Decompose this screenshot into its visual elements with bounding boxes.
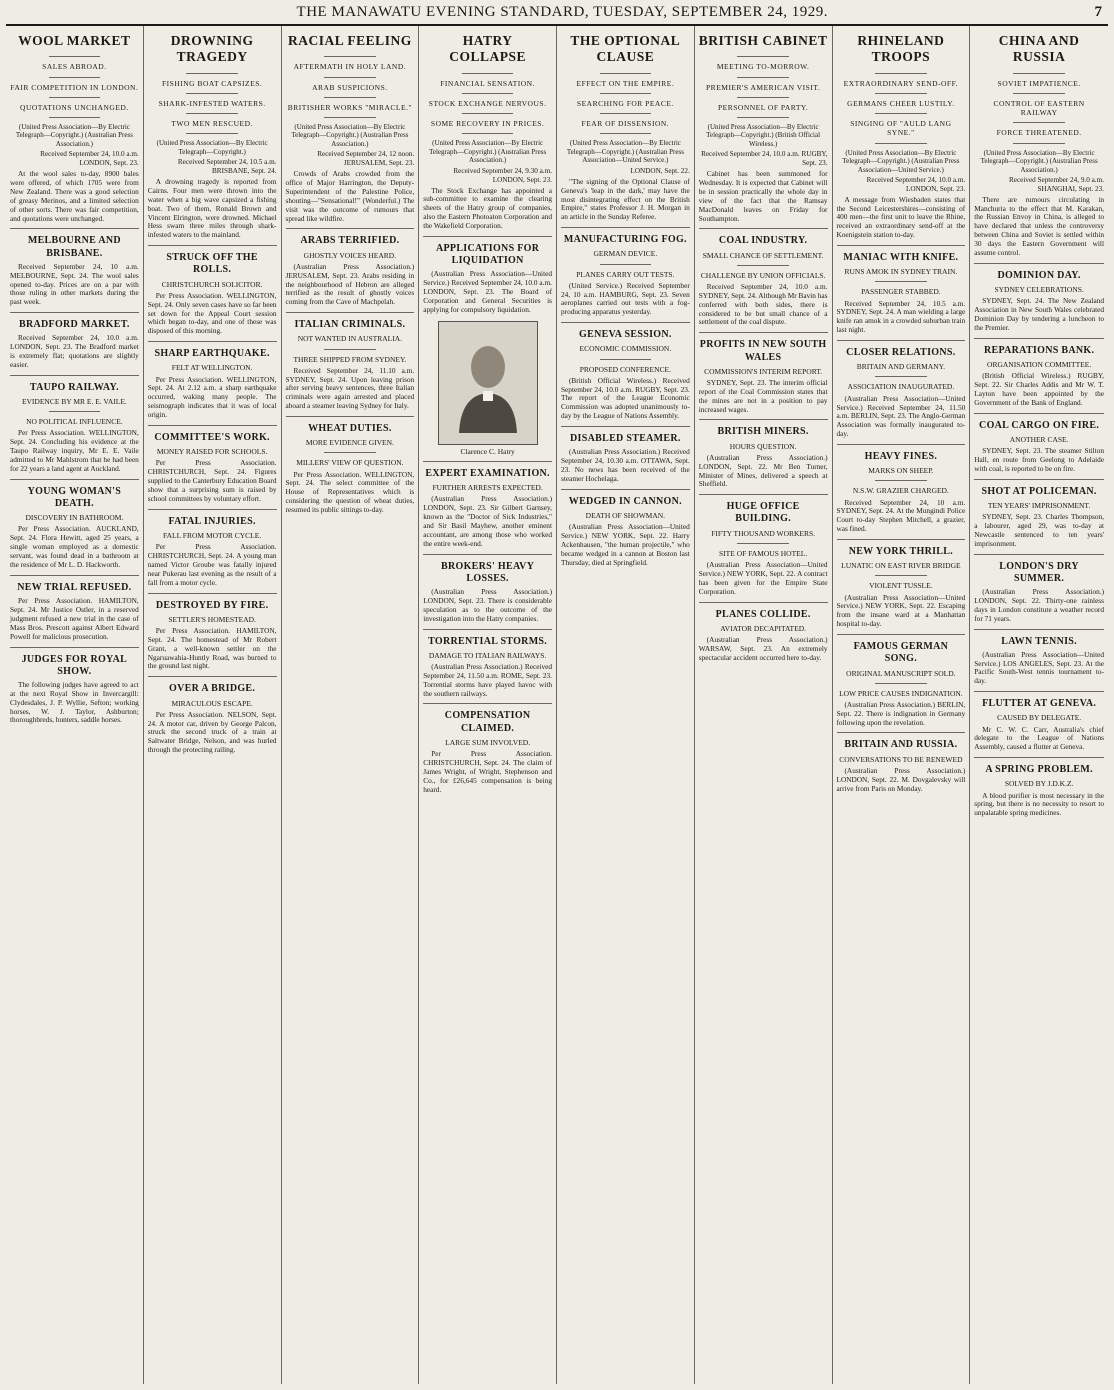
column-rule: [600, 93, 652, 94]
column-subhead: SEARCHING FOR PEACE.: [576, 99, 674, 109]
column-rule: [561, 426, 690, 427]
column-rule: [875, 73, 927, 74]
story-headline: JUDGES FOR ROYAL SHOW.: [21, 653, 128, 677]
story-body: Per Press Association. CHRISTCHURCH, Sept. 24. Figures supplied to the Canterbury Education Board show that a surprising sum is raised by school committees by voluntary effort.: [147, 458, 277, 503]
story-headline: PROFITS IN NEW SOUTH WALES: [699, 339, 827, 363]
story-body: Per Press Association. WELLINGTON, Sept. 24. Only seven cases have so far been set down for the Appeal Court session which began to-day, and one of these was disposed of this morning.: [147, 290, 277, 336]
story-body: "The signing of the Optional Clause of Geneva's 'leap in the dark,' may have the most disintegrating effect on the British Empire," states Professor J. H. Morgan in an article in the Sunday Referee.: [561, 176, 690, 222]
story-body: (British Official Wireless.) Received September 24, 10.0 a.m. RUGBY, Sept. 23. The report of the League Economic Commission was adopted unanimously to-day by the League of Nations Assembly.: [561, 375, 690, 421]
story-headline: BRITISH MINERS.: [717, 426, 809, 438]
story-body: Per Press Association. WELLINGTON, Sept. 24. At 2.12 a.m. a sharp earthquake occurred, waking many people. The seismograph indicates that it was of local origin.: [147, 374, 277, 420]
column-rule: [737, 56, 789, 57]
story-body: (Australian Press Association—United Service.) Received September 24, 11.50 a.m. BERLIN, Sept. 23. The Anglo-German Association was formally inaugurated to-day.: [836, 393, 966, 439]
column-rule: [875, 113, 927, 114]
news-column: [970, 26, 1108, 1384]
news-column: [419, 26, 557, 1384]
column-rule: [10, 312, 139, 313]
column-rule: [875, 683, 927, 684]
column-rule: [737, 543, 789, 544]
story-subhead: SOLVED BY J.D.K.Z.: [1004, 779, 1074, 789]
story-headline: BRITAIN AND RUSSIA.: [844, 739, 958, 751]
story-headline: A SPRING PROBLEM.: [985, 764, 1093, 776]
story-body: (Australian Press Association.) LONDON, Sept. 22. M. Dovgalevsky will arrive from Paris on Monday.: [836, 765, 966, 793]
story-subhead: FURTHER ARRESTS EXPECTED.: [432, 483, 543, 493]
story-headline: CLOSER RELATIONS.: [846, 347, 956, 359]
story-body: (United Service.) Received September 24, 10 a.m. HAMBURG, Sept. 23. Seven aeroplanes carried out tests with a fog-producing apparatus yesterday.: [561, 280, 690, 317]
column-rule: [148, 341, 277, 342]
story-body: (Australian Press Association.) JERUSALEM, Sept. 23. Arabs residing in the neighbourhood of Hebron are alleged terrified as the result of ghostly voices coming from the Cave of Machpelah.: [285, 261, 415, 307]
column-rule: [875, 480, 927, 481]
story-subhead: ANOTHER CASE.: [1009, 434, 1069, 444]
story-body: SYDNEY, Sept. 24. The New Zealand Association in New South Wales celebrated Dominion Day by tendering a luncheon to the Premier.: [974, 296, 1104, 332]
story-body: SYDNEY, Sept. 23. The steamer Stilton Hall, en route from Geelong to Adelaide with coal, is reported to be on fire.: [974, 446, 1104, 473]
story-headline: DOMINION DAY.: [997, 269, 1081, 281]
story-headline: NEW YORK THRILL.: [848, 546, 954, 558]
story-headline: DESTROYED BY FIRE.: [155, 599, 269, 611]
column-rule: [1013, 143, 1065, 144]
column-rule: [1013, 73, 1065, 74]
story-subhead: LOW PRICE CAUSES INDIGNATION.: [839, 688, 963, 698]
story-subhead: CHRISTCHURCH SOLICITOR.: [161, 279, 263, 289]
story-subhead: BRITAIN AND GERMANY.: [856, 362, 945, 372]
column-rule: [10, 479, 139, 480]
story-headline: BRADFORD MARKET.: [19, 319, 130, 331]
column-rule: [148, 509, 277, 510]
story-headline: SHARP EARTHQUAKE.: [154, 348, 270, 360]
column-rule: [462, 113, 514, 114]
column-rule: [837, 732, 966, 733]
column-rule: [423, 236, 552, 237]
story-body: (Australian Press Association.) LONDON, Sept. 22. Thirty-one rainless days in London constitute a weather record for 71 years.: [974, 586, 1104, 623]
column-headline: BRITISH CABINET: [698, 33, 828, 48]
press-credit: (United Press Association—By Electric Telegraph—Copyright.) (Australian Press Association.): [429, 139, 547, 165]
column-subhead: GERMANS CHEER LUSTILY.: [847, 99, 955, 109]
column-rule: [737, 265, 789, 266]
news-column: [833, 26, 971, 1384]
column-rule: [286, 416, 415, 417]
story-subhead: MARKS ON SHEEP.: [868, 466, 934, 476]
story-subhead: MILLERS' VIEW OF QUESTION.: [296, 458, 404, 468]
column-rule: [875, 93, 927, 94]
story-body: Cabinet has been summoned for Wednesday. It is expected that Cabinet will be in session practically the whole day in view of the fact that the Ramsay MacDonald leaves on Friday for Southampton.: [698, 169, 828, 223]
story-headline: YOUNG WOMAN'S DEATH.: [27, 485, 122, 510]
story-body: (Australian Press Association.) LONDON, Sept. 22. Mr Ben Turner, Minister of Mines, delivered a speech at Sheffield.: [698, 452, 828, 489]
story-subhead: NO POLITICAL INFLUENCE.: [26, 417, 123, 427]
column-rule: [600, 264, 652, 265]
column-rule: [974, 691, 1104, 692]
story-body: Per Press Association. WELLINGTON, Sept. 24. Concluding his evidence at the Taupo Railway inquiry, Mr E. E. Vaile admitted to Mr Mahlstrom that he had been for 22 years a land agent at Auckland.: [10, 428, 139, 473]
column-rule: [324, 452, 376, 453]
story-headline: MELBOURNE AND BRISBANE.: [27, 235, 121, 259]
masthead: [6, 4, 1108, 26]
news-column: [144, 26, 282, 1384]
portrait-figure-icon: [453, 333, 523, 433]
column-rule: [561, 227, 690, 228]
story-subhead: THREE SHIPPED FROM SYDNEY.: [293, 354, 407, 364]
story-body: (Australian Press Association.) Received September 24, 11.50 a.m. ROME, Sept. 23. Torrential storms have played havoc with the southern railways.: [423, 661, 552, 698]
column-rule: [600, 359, 652, 360]
story-headline: GENEVA SESSION.: [579, 329, 672, 341]
story-subhead: GERMAN DEVICE.: [593, 249, 658, 259]
column-rule: [49, 77, 101, 78]
story-headline: EXPERT EXAMINATION.: [425, 467, 550, 479]
story-body: Received September 24, 11.10 a.m. SYDNEY, Sept. 24. Upon leaving prison after serving heavy sentences, three Italian criminals were again arrested and placed aboard a steamer leaving Sydney for Italy.: [285, 365, 415, 411]
story-subhead: MIRACULOUS ESCAPE.: [171, 698, 253, 708]
press-credit: (United Press Association—By Electric Telegraph—Copyright.) (British Official Wireless.): [706, 122, 821, 148]
story-subhead: ECONOMIC COMMISSION.: [579, 344, 672, 354]
story-headline: HEAVY FINES.: [864, 451, 938, 463]
column-rule: [699, 419, 828, 420]
dateline: Received September 24, 10.0 a.m. RUGBY, Sept. 23.: [701, 150, 828, 168]
story-subhead: ASSOCIATION INAUGURATED.: [847, 382, 955, 392]
story-subhead: EVIDENCE BY MR E. E. VAILE.: [21, 397, 127, 407]
column-headline: THE OPTIONAL CLAUSE: [570, 33, 681, 65]
story-subhead: CHALLENGE BY UNION OFFICIALS.: [700, 270, 826, 280]
column-rule: [49, 117, 101, 118]
story-body: A drowning tragedy is reported from Cairns. Four men were thrown into the water when a big wave capsized a fishing boat. Two of them, Ronald Brown and Vincent Elrington, were drowned. Michael Hess swam three miles through shark-infested waters to the mainland.: [147, 176, 277, 240]
portrait-caption: Clarence C. Hatry: [460, 446, 515, 456]
story-body: Per Press Association. HAMILTON, Sept. 24. The homestead of Mr Robert Grant, a well-known settler on the Ngaruawahia-Huntly Road, was burned to the ground last night.: [147, 625, 277, 671]
column-rule: [737, 77, 789, 78]
column-subhead: SOME RECOVERY IN PRICES.: [430, 119, 545, 129]
story-subhead: MORE EVIDENCE GIVEN.: [305, 438, 394, 448]
column-rule: [324, 56, 376, 57]
dateline: Received September 24, 10.0 a.m. LONDON, Sept. 23.: [866, 176, 966, 193]
column-rule: [324, 117, 376, 118]
column-subhead: ARAB SUSPICIONS.: [312, 82, 388, 92]
column-rule: [423, 461, 552, 462]
portrait-photo: [438, 321, 538, 445]
column-rule: [49, 411, 101, 412]
story-subhead: SYDNEY CELEBRATIONS.: [994, 285, 1084, 295]
story-headline: LAWN TENNIS.: [1001, 635, 1077, 647]
column-rule: [837, 634, 966, 635]
column-rule: [10, 647, 139, 648]
story-body: The following judges have agreed to act at the next Royal Show in Invercargill: Clydesdales, J. P. Wyllie, Sefton; working horses, W. J. Taylor, Ashburton; thoroughbreds, hunters, saddle horses.: [10, 679, 139, 725]
column-rule: [324, 349, 376, 350]
story-subhead: SMALL CHANCE OF SETTLEMENT.: [702, 250, 824, 260]
story-headline: COAL CARGO ON FIRE.: [979, 419, 1100, 431]
column-subhead: PREMIER'S AMERICAN VISIT.: [706, 82, 821, 92]
column-rule: [875, 281, 927, 282]
column-rule: [699, 602, 828, 603]
story-headline: SHOT AT POLICEMAN.: [981, 485, 1097, 497]
dateline: Received September 24, 12 noon. JERUSALEM, Sept. 23.: [317, 150, 415, 168]
story-headline: LONDON'S DRY SUMMER.: [999, 560, 1079, 584]
column-rule: [49, 56, 101, 57]
story-body: (Australian Press Association—United Service.) LOS ANGELES, Sept. 23. At the Pacific South-West tennis tournament to-day.: [974, 649, 1104, 686]
story-headline: WHEAT DUTIES.: [308, 423, 392, 435]
story-headline: APPLICATIONS FOR LIQUIDATION: [436, 242, 540, 267]
column-rule: [1013, 122, 1065, 123]
story-subhead: NOT WANTED IN AUSTRALIA.: [297, 334, 403, 344]
story-subhead: AVIATOR DECAPITATED.: [720, 623, 807, 633]
column-rule: [837, 444, 966, 445]
story-body: Mr C. W. C. Carr, Australia's chief delegate to the League of Nations Assembly, caused a flutter at Geneva.: [974, 724, 1104, 752]
column-rule: [737, 97, 789, 98]
column-headline: CHINA AND RUSSIA: [998, 33, 1080, 65]
story-subhead: MONEY RAISED FOR SCHOOLS.: [156, 447, 268, 457]
story-body: (Australian Press Association—United Service.) Received September 24, 10.0 a.m. LONDON, Sept. 23. The Board of Corporation and General Securities is applying for compulsory liquidation.: [423, 269, 552, 314]
column-subhead: FORCE THREATENED.: [996, 128, 1082, 138]
column-subhead: SALES ABROAD.: [42, 62, 107, 72]
column-headline: DROWNING TRAGEDY: [170, 33, 254, 65]
story-body: Received September 24, 10 a.m. MELBOURNE, Sept. 24. The wool sales opened to-day. Prices are on a par with those ruling in other markets during the past week.: [10, 261, 139, 307]
story-body: SYDNEY, Sept. 23. The interim official report of the Coal Commission states that the mines are not in a position to pay increased wages.: [698, 377, 828, 414]
story-headline: FLUTTER AT GENEVA.: [982, 698, 1097, 710]
story-subhead: HOURS QUESTION.: [729, 441, 797, 451]
column-rule: [49, 97, 101, 98]
dateline: Received September 24, 10.5 a.m. BRISBANE, Sept. 24.: [177, 158, 277, 176]
story-subhead: N.S.W. GRAZIER CHARGED.: [852, 486, 949, 496]
story-headline: MANUFACTURING FOG.: [563, 234, 687, 246]
column-subhead: BRITISHER WORKS "MIRACLE.": [287, 102, 412, 112]
press-credit: (United Press Association—By Electric Telegraph—Copyright.) (Australian Press Association—United Service.): [566, 139, 684, 165]
story-headline: FATAL INJURIES.: [168, 515, 256, 527]
press-credit: (United Press Association—By Electric Telegraph—Copyright.) (Australian Press Association.): [980, 148, 1098, 174]
story-subhead: ORGANISATION COMMITTEE.: [987, 359, 1092, 369]
column-rule: [1013, 93, 1065, 94]
column-rule: [699, 228, 828, 229]
column-rule: [186, 113, 238, 114]
column-subhead: MEETING TO-MORROW.: [716, 62, 810, 72]
story-subhead: COMMISSION'S INTERIM REPORT.: [704, 366, 823, 376]
story-subhead: PASSENGER STABBED.: [861, 287, 941, 297]
story-headline: ITALIAN CRIMINALS.: [294, 319, 406, 331]
column-subhead: SOVIET IMPATIENCE.: [997, 78, 1081, 88]
story-body: Per Press Association. CHRISTCHURCH, Sept. 24. A young man named Victor Groube was fatally injured near Pukerau last evening as the result of a fall from a motor cycle.: [147, 542, 277, 587]
news-column: [282, 26, 420, 1384]
story-headline: TAUPO RAILWAY.: [29, 381, 119, 393]
story-body: (Australian Press Association—United Service.) NEW YORK, Sept. 22. Escaping from the insane ward at a Manhattan hospital to-day.: [836, 592, 966, 629]
story-body: The Stock Exchange has appointed a sub-committee to examine the clearing sheets of the Hatry group of companies, also the Eastern Photoaton Corporation and the Wakefield Corporation.: [423, 185, 552, 231]
column-rule: [974, 757, 1104, 758]
press-credit: (United Press Association—By Electric Telegraph—Copyright.) (Australian Press Association.): [15, 122, 133, 148]
column-rule: [186, 93, 238, 94]
dateline: Received September 24, 9.30 a.m. LONDON, Sept. 23.: [453, 166, 552, 184]
story-headline: MANIAC WITH KNIFE.: [843, 252, 959, 264]
press-credit: (United Press Association—By Electric Telegraph—Copyright.): [156, 139, 268, 156]
column-headline: WOOL MARKET: [18, 33, 131, 48]
story-body: Crowds of Arabs crowded from the office of Major Harrington, the Deputy-Superintendent of the Palestine Police, shouting—"Sensational!" (Wonderful.) The visit was the outcome of rumours that spread like wildfire.: [285, 169, 415, 223]
column-rule: [837, 245, 966, 246]
column-rule: [974, 263, 1104, 264]
news-column: [557, 26, 695, 1384]
story-headline: PLANES COLLIDE.: [715, 608, 811, 620]
story-body: Per Press Association. NELSON, Sept. 24. A motor car, driven by George Palcon, struck the second truck of a train at Saltwater Bridge, Nelson, and was hurled through the protecting railing.: [147, 709, 277, 755]
story-subhead: SITE OF FAMOUS HOTEL.: [719, 548, 808, 558]
column-subhead: SINGING OF "AULD LANG SYNE.": [850, 119, 952, 138]
story-headline: STRUCK OFF THE ROLLS.: [166, 252, 258, 276]
column-rule: [974, 629, 1104, 630]
column-rule: [561, 322, 690, 323]
story-body: Per Press Association. HAMILTON, Sept. 24. Mr Justice Ostler, in a reserved judgment refused a new trial in the case of Mass Bros. Prescott against Albert Edward Powell for malicious prosecution.: [10, 596, 139, 641]
column-rule: [148, 593, 277, 594]
column-rule: [600, 133, 652, 134]
news-column: [6, 26, 144, 1384]
column-rule: [600, 113, 652, 114]
column-rule: [875, 143, 927, 144]
story-body: Received September 24, 10.0 a.m. SYDNEY, Sept. 24. Although Mr Bavin has conferred with both sides, there is considered to be but small chance of a settlement of the coal dispute.: [698, 281, 828, 327]
columns-grid: [6, 26, 1108, 1384]
column-rule: [286, 228, 415, 229]
story-headline: COMPENSATION CLAIMED.: [444, 710, 531, 734]
column-subhead: PERSONNEL OF PARTY.: [717, 102, 809, 112]
column-rule: [600, 73, 652, 74]
press-credit: (United Press Association—By Electric Telegraph—Copyright.) (Australian Press Association—United Service.): [842, 148, 960, 174]
column-rule: [10, 228, 139, 229]
column-subhead: AFTERMATH IN HOLY LAND.: [293, 62, 407, 72]
dateline: Received September 24, 10.0 a.m. LONDON, Sept. 23.: [40, 150, 139, 168]
dateline: LONDON, Sept. 22.: [630, 166, 690, 175]
column-rule: [462, 93, 514, 94]
story-body: Received September 24, 10 a.m. SYDNEY, Sept. 24. At the Mungindi Police Court to-day Stephen Mitchell, a grazier, was fined.: [836, 497, 966, 534]
story-subhead: CONVERSATIONS TO BE RENEWED: [839, 754, 963, 764]
column-subhead: EXTRAORDINARY SEND-OFF.: [843, 78, 959, 88]
column-rule: [148, 676, 277, 677]
column-rule: [561, 489, 690, 490]
column-subhead: FISHING BOAT CAPSIZES.: [161, 78, 263, 88]
story-body: At the wool sales to-day, 8900 bales were offered, of which 1705 were from New Zealand. There was a good selection of greasy Merinos, and a limited selection of other sorts. There was fair competition, and quotations were unchanged.: [10, 169, 139, 223]
story-headline: REPARATIONS BANK.: [983, 344, 1095, 356]
column-rule: [737, 117, 789, 118]
column-rule: [186, 133, 238, 134]
story-body: (Australian Press Association—United Service.) NEW YORK, Sept. 22. A contract has been given for the Empire State Corporation.: [698, 559, 828, 596]
column-subhead: FAIR COMPETITION IN LONDON.: [10, 82, 139, 92]
column-subhead: EFFECT ON THE EMPIRE.: [576, 78, 675, 88]
story-body: Per Press Association. AUCKLAND, Sept. 24. Flora Hewitt, aged 25 years, a single woman employed as a domestic servant, was found dead in a bathroom at the residence of Mr L. D. Hackworth.: [10, 524, 139, 569]
story-subhead: DAMAGE TO ITALIAN RAILWAYS.: [428, 650, 547, 660]
story-body: There are rumours circulating in Manchuria to the effect that M. Karakan, the Russian Envoy in China, is alleged to have declared that unless the controversy between China and Soviet is settled within 30 days the Eastern Government will assume control.: [974, 194, 1104, 257]
column-rule: [974, 479, 1104, 480]
column-headline: RHINELAND TROOPS: [857, 33, 945, 65]
column-rule: [148, 425, 277, 426]
column-rule: [286, 312, 415, 313]
story-headline: ARABS TERRIFIED.: [300, 235, 400, 247]
column-rule: [837, 539, 966, 540]
story-subhead: TEN YEARS' IMPRISONMENT.: [987, 500, 1091, 510]
story-headline: OVER A BRIDGE.: [169, 683, 256, 695]
column-rule: [974, 338, 1104, 339]
press-credit: (United Press Association—By Electric Telegraph—Copyright.) (Australian Press Association.): [291, 122, 409, 148]
story-body: Per Press Association. CHRISTCHURCH, Sept. 24. The claim of James Wright, of Wright, Stephenson and Co., for £26,645 compensation is being heard.: [423, 748, 552, 794]
dateline: Received September 24, 9.0 a.m. SHANGHAI, Sept. 23.: [1008, 176, 1104, 193]
story-headline: TORRENTIAL STORMS.: [428, 635, 548, 647]
column-rule: [324, 77, 376, 78]
story-subhead: CAUSED BY DELEGATE.: [997, 713, 1082, 723]
story-headline: DISABLED STEAMER.: [570, 433, 681, 445]
column-subhead: FEAR OF DISSENSION.: [581, 119, 670, 129]
story-body: Received September 24, 10.0 a.m. LONDON, Sept. 23. The Bradford market is extremely flat; quotations are slightly easier.: [10, 333, 139, 370]
story-subhead: LUNATIC ON EAST RIVER BRIDGE: [841, 561, 961, 571]
column-subhead: TWO MEN RESCUED.: [171, 119, 253, 129]
column-rule: [10, 575, 139, 576]
column-rule: [423, 703, 552, 704]
story-body: (Australian Press Association.) LONDON, Sept. 23. Sir Gilbert Garnsey, known as the "Doctor of Sick Industries," and Sir Basil Mayhew, another eminent accountant, are among those who worked the entire week-end.: [423, 494, 552, 548]
story-subhead: VIOLENT TUSSLE.: [869, 581, 933, 591]
story-headline: COMMITTEE'S WORK.: [154, 431, 270, 443]
story-headline: NEW TRIAL REFUSED.: [17, 581, 132, 593]
column-rule: [699, 494, 828, 495]
column-rule: [186, 73, 238, 74]
story-body: (British Official Wireless.) RUGBY, Sept. 22. Sir Charles Addis and Mr W. T. Layton have been appointed by the Government of the Bank of England.: [974, 371, 1104, 407]
story-headline: HUGE OFFICE BUILDING.: [726, 501, 800, 525]
story-headline: BROKERS' HEAVY LOSSES.: [441, 560, 535, 584]
column-rule: [423, 629, 552, 630]
story-subhead: LARGE SUM INVOLVED.: [445, 737, 531, 747]
story-subhead: ORIGINAL MANUSCRIPT SOLD.: [846, 668, 956, 678]
story-body: (Australian Press Association.) LONDON, Sept. 23. There is considerable speculation as to the outcome of the investigation into the Hatry companies.: [423, 586, 552, 623]
column-rule: [10, 375, 139, 376]
column-rule: [423, 554, 552, 555]
story-subhead: DEATH OF SHOWMAN.: [585, 511, 666, 521]
story-subhead: GHOSTLY VOICES HEARD.: [303, 250, 397, 260]
column-rule: [699, 332, 828, 333]
column-rule: [462, 73, 514, 74]
story-headline: FAMOUS GERMAN SONG.: [853, 641, 949, 665]
column-rule: [837, 340, 966, 341]
column-subhead: QUOTATIONS UNCHANGED.: [20, 102, 129, 112]
story-body: A message from Wiesbaden states that the Second Leicestershires—consisting of 400 men—the first unit to leave the Rhine, received an extraordinary send-off at the Koenigstein station to-day.: [836, 194, 966, 240]
story-body: A blood purifier is most necessary in the spring, but there is no necessity to resort to unpalatable spring medicines.: [974, 790, 1104, 818]
story-subhead: PROPOSED CONFERENCE.: [579, 364, 672, 374]
column-rule: [974, 413, 1104, 414]
news-column: [695, 26, 833, 1384]
story-body: SYDNEY, Sept. 23. Charles Thompson, a labourer, aged 29, was to-day at Newcastle sentenced to ten years' imprisonment.: [974, 512, 1104, 548]
column-rule: [875, 376, 927, 377]
story-subhead: FIFTY THOUSAND WORKERS.: [711, 528, 816, 538]
story-subhead: DISCOVERY IN BATHROOM.: [25, 513, 124, 523]
story-body: (Australian Press Association.) Received September 24, 10.30 a.m. OTTAWA, Sept. 23. No news has been received of the steamer Hochelaga.: [561, 447, 690, 483]
story-headline: WEDGED IN CANNON.: [568, 495, 682, 507]
story-body: Received September 24, 10.5 a.m. SYDNEY, Sept. 24. A man wielding a large knife ran amok in a crowded suburban train last night.: [836, 298, 966, 335]
story-body: (Australian Press Association.) BERLIN, Sept. 22. There is indignation in Germany following upon the revelation.: [836, 699, 966, 727]
column-subhead: SHARK-INFESTED WATERS.: [158, 99, 266, 109]
column-headline: HATRY COLLAPSE: [449, 33, 527, 65]
story-subhead: FELT AT WELLINGTON.: [171, 363, 253, 373]
page-number: 7: [1094, 4, 1102, 20]
story-headline: COAL INDUSTRY.: [718, 235, 808, 247]
story-subhead: FALL FROM MOTOR CYCLE.: [163, 530, 262, 540]
column-rule: [324, 97, 376, 98]
column-subhead: STOCK EXCHANGE NERVOUS.: [428, 99, 547, 109]
story-subhead: SETTLER'S HOMESTEAD.: [168, 614, 256, 624]
column-subhead: CONTROL OF EASTERN RAILWAY: [993, 99, 1085, 118]
column-rule: [875, 575, 927, 576]
column-rule: [148, 245, 277, 246]
column-rule: [462, 133, 514, 134]
story-subhead: PLANES CARRY OUT TESTS.: [576, 269, 675, 279]
story-body: (Australian Press Association.) WARSAW, Sept. 23. An extremely spectacular accident occurred here to-day.: [698, 634, 828, 662]
story-body: (Australian Press Association—United Service.) NEW YORK, Sept. 22. Harry Ackenhausen, "the human projectile," who became wedged in a cannon at Boston last Thursday, died at Springfield.: [561, 522, 690, 567]
story-body: Per Press Association. WELLINGTON, Sept. 24. The select committee of the House of Representatives which is considering the question of wheat duties, resumed its public sittings to-day.: [285, 469, 415, 515]
story-subhead: RUNS AMOK IN SYDNEY TRAIN.: [844, 267, 958, 277]
column-subhead: FINANCIAL SENSATION.: [440, 78, 535, 88]
column-rule: [974, 554, 1104, 555]
column-headline: RACIAL FEELING: [288, 33, 412, 48]
masthead-title: THE MANAWATU EVENING STANDARD, TUESDAY, SEPTEMBER 24, 1929.: [296, 4, 828, 20]
